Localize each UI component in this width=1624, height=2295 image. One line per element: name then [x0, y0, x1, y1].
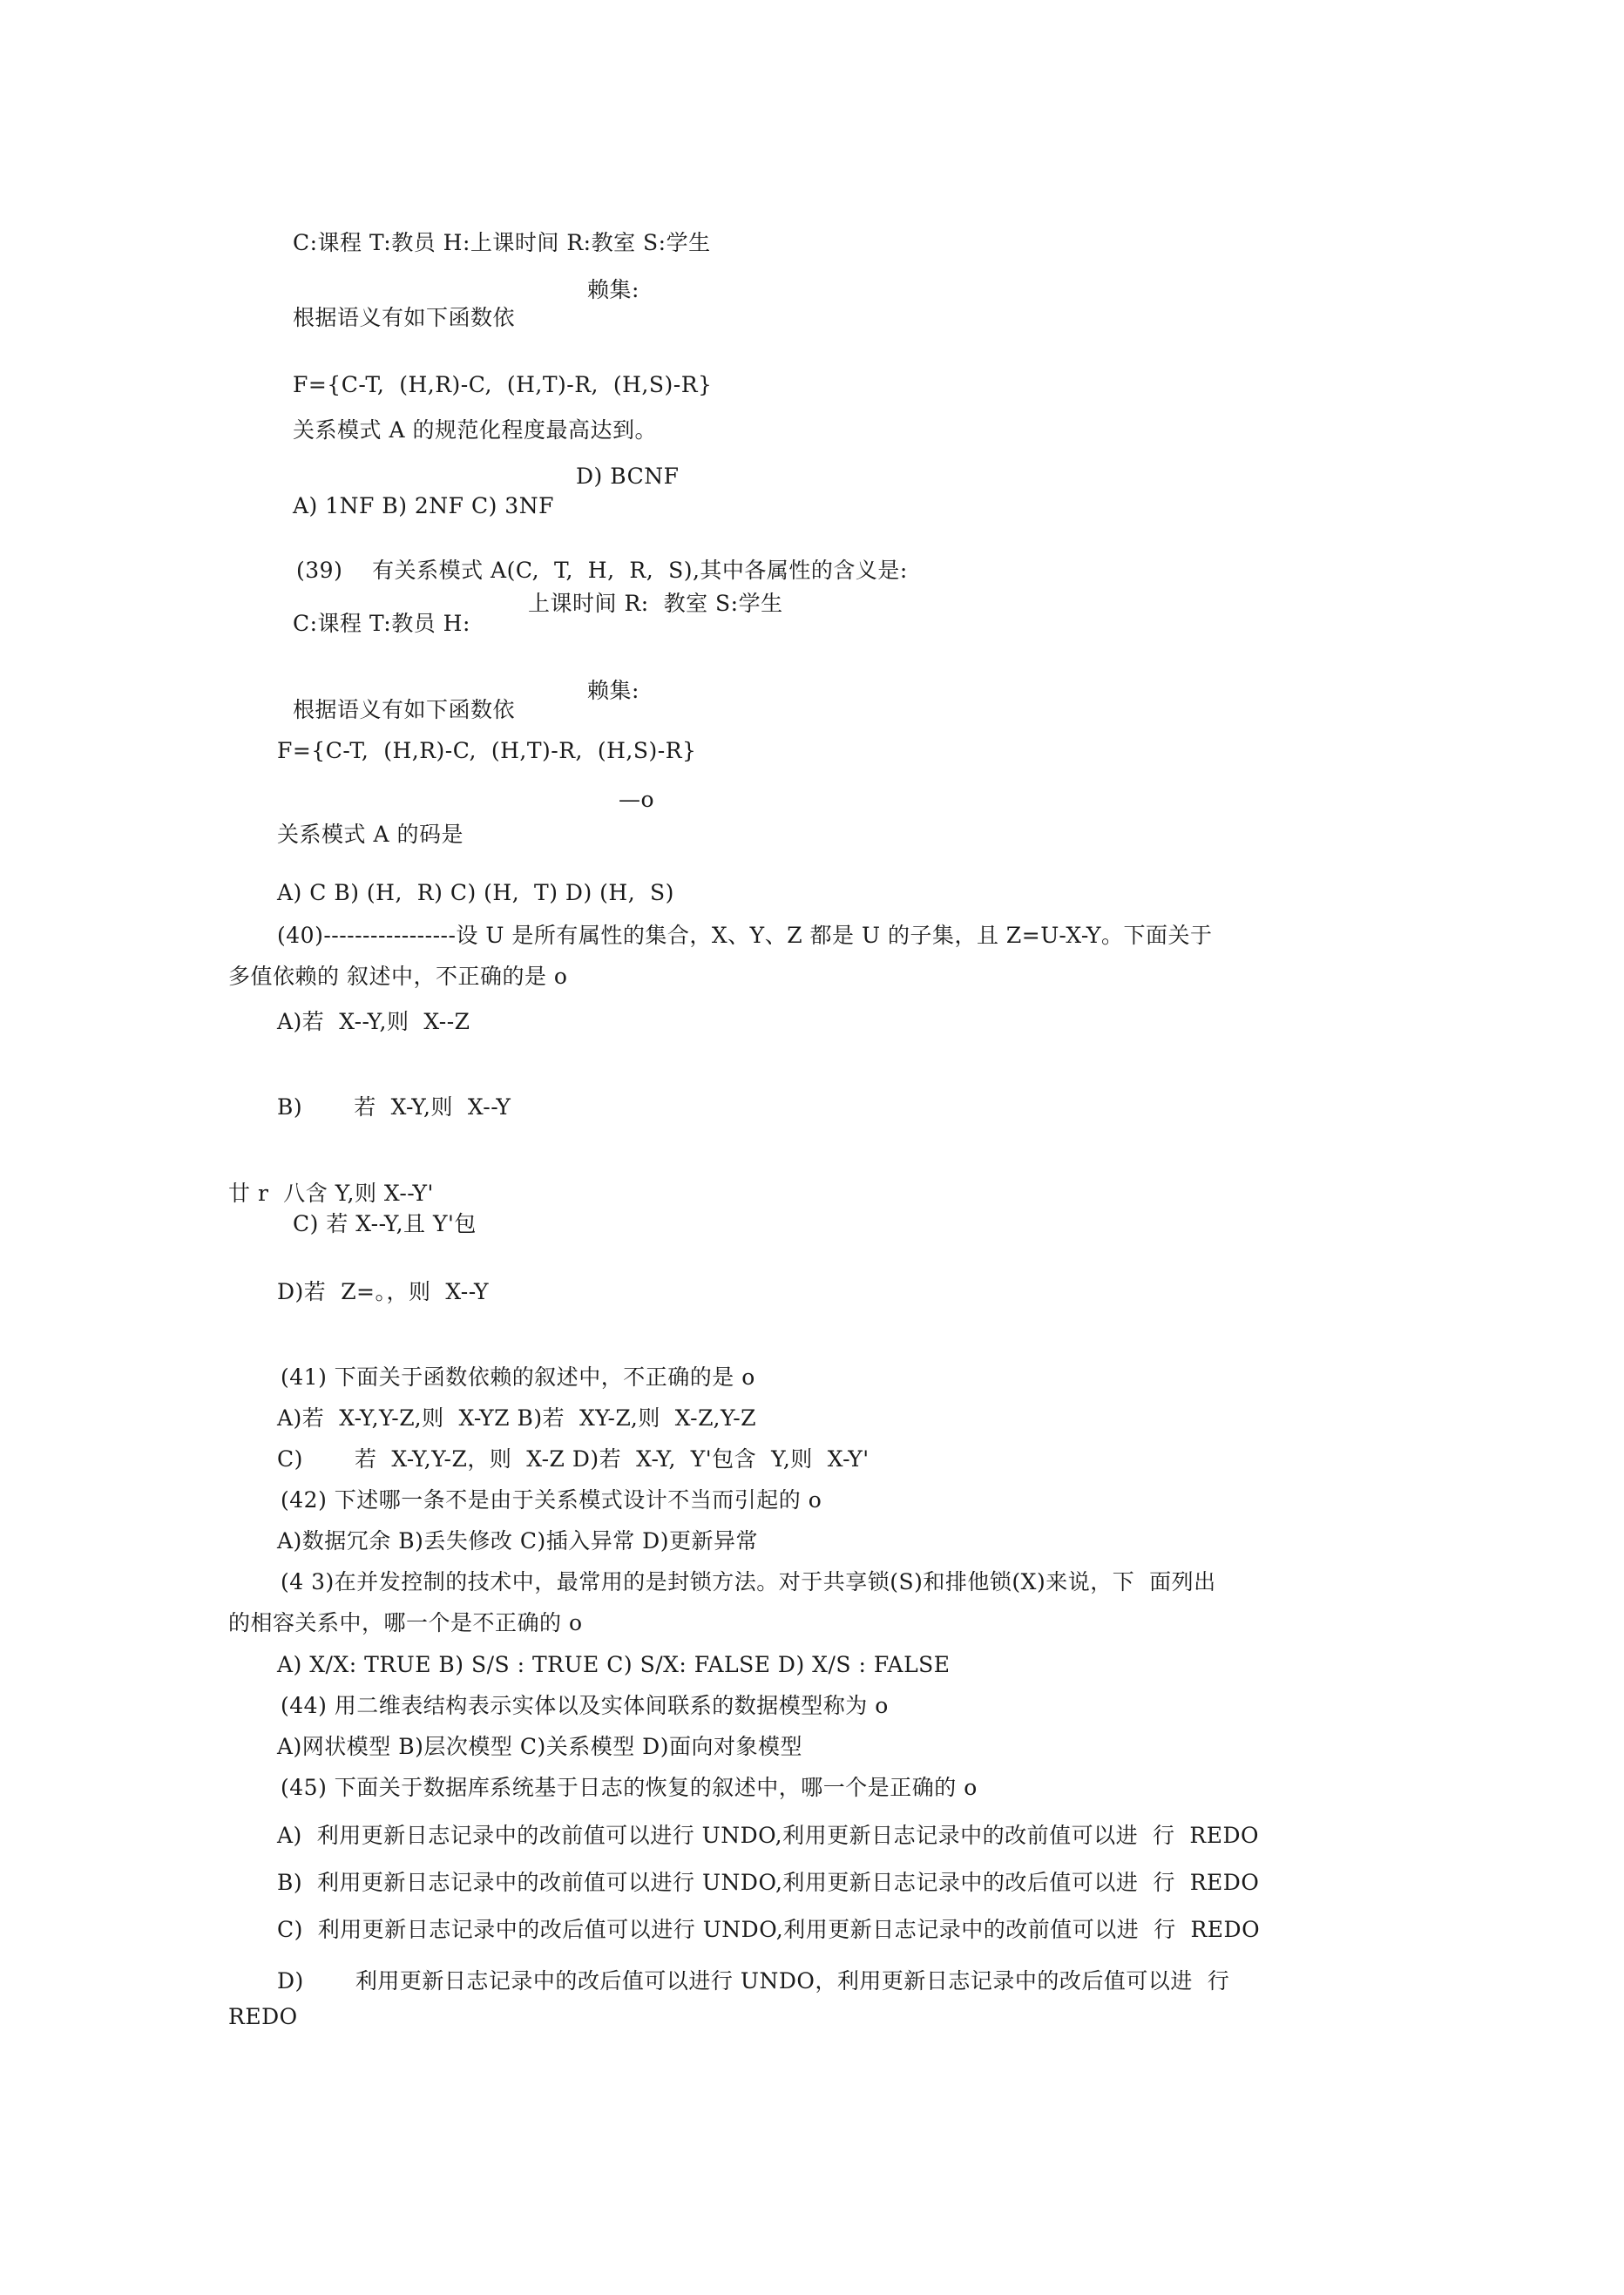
- text-line: —o: [619, 787, 655, 812]
- text-line: C) 若 X--Y,且 Y'包: [293, 1211, 477, 1236]
- text-line: C) 利用更新日志记录中的改后值可以进行 UNDO,利用更新日志记录中的改前值可以进 行 REDO: [277, 1917, 1261, 1942]
- text-line: D)若 Z=。，则 X--Y: [277, 1279, 489, 1304]
- text-line: A)若 X-Y,Y-Z,则 X-YZ B)若 XY-Z,则 X-Z,Y-Z: [277, 1405, 757, 1431]
- text-line: A)网状模型 B)层次模型 C)关系模型 D)面向对象模型: [277, 1734, 802, 1759]
- text-line: 赖集:: [587, 678, 639, 703]
- text-line: C:课程 T:教员 H:: [293, 611, 470, 636]
- question-45: (45) 下面关于数据库系统基于日志的恢复的叙述中，哪一个是正确的 o: [281, 1775, 978, 1800]
- text-line: 廿 r 八含 Y,则 X--Y': [228, 1181, 434, 1206]
- text-line: 赖集:: [587, 277, 639, 302]
- text-line: A) 1NF B) 2NF C) 3NF: [293, 493, 554, 518]
- text-line: C) 若 X-Y,Y-Z，则 X-Z D)若 X-Y, Y'包含 Y,则 X-Y': [277, 1446, 870, 1472]
- text-line: REDO: [228, 2004, 298, 2029]
- text-line: 根据语义有如下函数依: [293, 697, 516, 722]
- text-line: B) 若 X-Y,则 X--Y: [277, 1094, 511, 1120]
- question-42: (42) 下述哪一条不是由于关系模式设计不当而引起的 o: [281, 1487, 822, 1513]
- text-line: 上课时间 R: 教室 S:学生: [528, 591, 783, 616]
- text-line: D) 利用更新日志记录中的改后值可以进行 UNDO，利用更新日志记录中的改后值可以进 行: [277, 1968, 1230, 1994]
- text-line: A) 利用更新日志记录中的改前值可以进行 UNDO,利用更新日志记录中的改前值可以进 行 REDO: [277, 1823, 1260, 1848]
- text-line: 多值依赖的 叙述中，不正确的是 o: [228, 964, 568, 989]
- text-line: A) C B) (H, R) C) (H, T) D) (H, S): [277, 880, 674, 905]
- text-line: 关系模式 A 的码是: [277, 822, 464, 847]
- text-line: B) 利用更新日志记录中的改前值可以进行 UNDO,利用更新日志记录中的改后值可以进 行 REDO: [277, 1870, 1260, 1895]
- text-line: 关系模式 A 的规范化程度最高达到。: [293, 417, 657, 443]
- text-line: F={C-T, (H,R)-C, (H,T)-R, (H,S)-R}: [293, 372, 713, 397]
- question-40: (40)-----------------设 U 是所有属性的集合，X、Y、Z 都是 U 的子集，且 Z=U-X-Y。下面关于: [277, 923, 1213, 948]
- text-line: A) X/X: TRUE B) S/S : TRUE C) S/X: FALSE D) X/S : FALSE: [277, 1652, 951, 1677]
- text-line: A)数据冗余 B)丢失修改 C)插入异常 D)更新异常: [277, 1528, 758, 1554]
- question-39: (39) 有关系模式 A(C, T, H, R, S),其中各属性的含义是:: [296, 558, 908, 583]
- text-line: A)若 X--Y,则 X--Z: [277, 1009, 470, 1034]
- text-line: F={C-T, (H,R)-C, (H,T)-R, (H,S)-R}: [277, 738, 697, 763]
- text-line: 根据语义有如下函数依: [293, 305, 516, 330]
- text-line: C:课程 T:教员 H:上课时间 R:教室 S:学生: [293, 230, 711, 255]
- question-44: (44) 用二维表结构表示实体以及实体间联系的数据模型称为 o: [281, 1693, 889, 1718]
- question-41: (41) 下面关于函数依赖的叙述中，不正确的是 o: [281, 1364, 755, 1390]
- question-43: (4 3)在并发控制的技术中，最常用的是封锁方法。对于共享锁(S)和排他锁(X)来说，下 面列出: [281, 1569, 1216, 1594]
- text-line: 的相容关系中，哪一个是不正确的 o: [228, 1610, 583, 1635]
- text-line: D) BCNF: [576, 464, 680, 489]
